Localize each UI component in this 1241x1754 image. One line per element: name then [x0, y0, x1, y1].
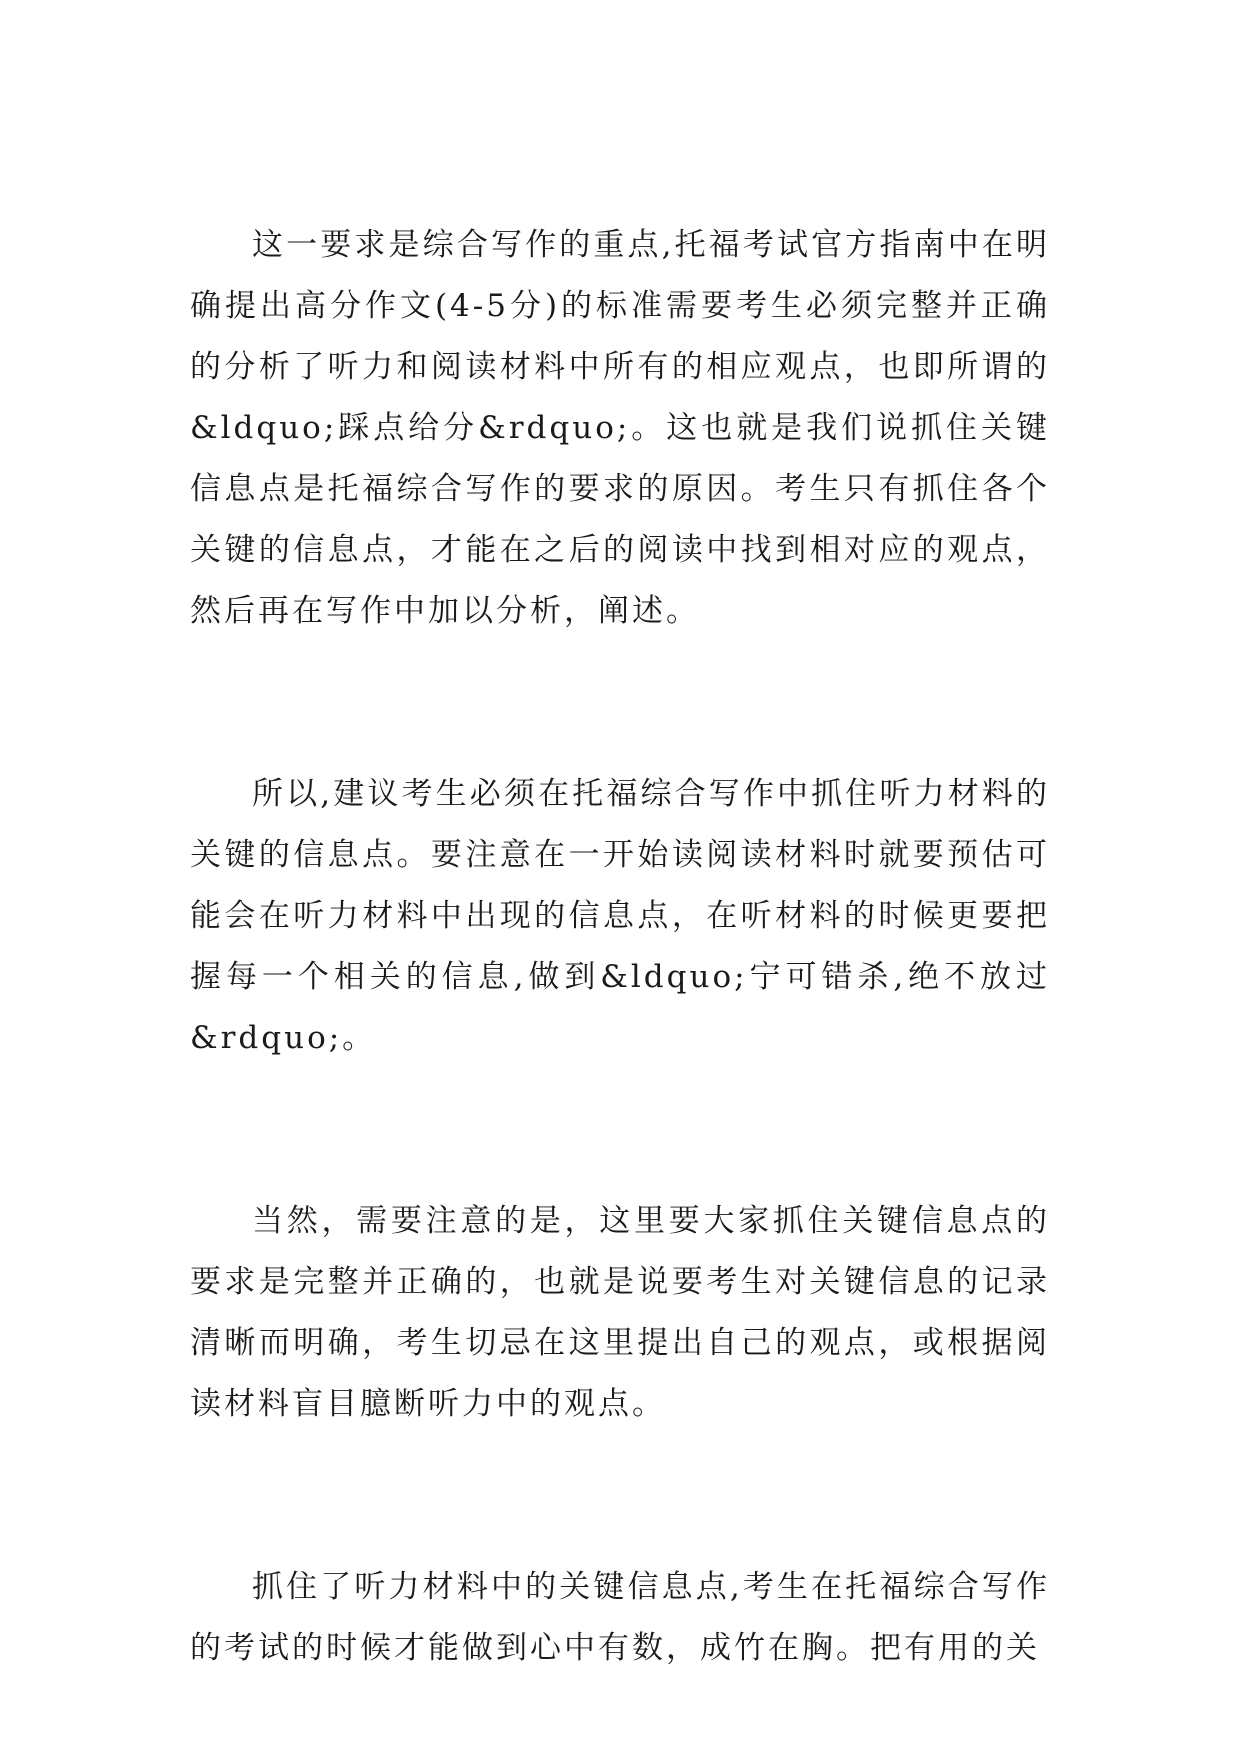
paragraph-4: 抓住了听力材料中的关键信息点,考生在托福综合写作的考试的时候才能做到心中有数，成竹在胸。把有用的关: [190, 1569, 1050, 1666]
paragraph-spacer: [190, 642, 1050, 764]
document-body: [190, 215, 1050, 1679]
paragraph-2: 所以,建议考生必须在托福综合写作中抓住听力材料的关键的信息点。要注意在一开始读阅读材料时就要预估可能会在听力材料中出现的信息点，在听材料的时候更要把握每一个相关的信息,做到&ldquo;宁可错杀,绝不放过&rdquo;。: [190, 776, 1050, 1056]
paragraph-spacer: [190, 1069, 1050, 1191]
paragraph-spacer: [190, 1435, 1050, 1557]
paragraph-1: 这一要求是综合写作的重点,托福考试官方指南中在明确提出高分作文(4-5分)的标准需要考生必须完整并正确的分析了听力和阅读材料中所有的相应观点，也即所谓的&ldquo;踩点给分&rdquo;。这也就是我们说抓住关键信息点是托福综合写作的要求的原因。考生只有抓住各个关键的信息点，才能在之后的阅读中找到相对应的观点，然后再在写作中加以分析，阐述。: [190, 227, 1050, 629]
paragraph-3: 当然，需要注意的是，这里要大家抓住关键信息点的要求是完整并正确的，也就是说要考生对关键信息的记录清晰而明确，考生切忌在这里提出自己的观点，或根据阅读材料盲目臆断听力中的观点。: [190, 1203, 1050, 1422]
